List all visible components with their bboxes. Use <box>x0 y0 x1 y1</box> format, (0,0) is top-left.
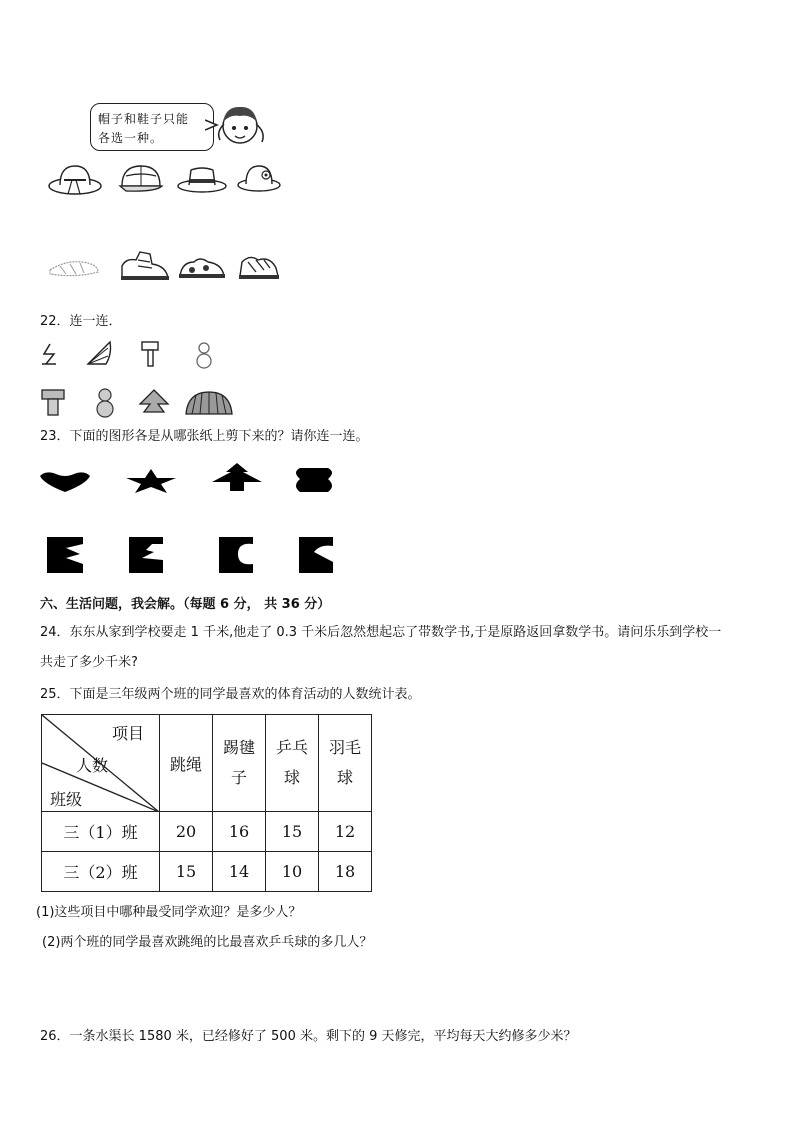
fedora-icon <box>176 162 228 194</box>
table-row <box>42 852 372 892</box>
bubble-line-2: 各选一种。 <box>98 131 164 145</box>
bubble-text <box>98 110 210 148</box>
col-header-3-bottom: 球 <box>283 768 300 787</box>
q22-title: 22．连一连． <box>40 314 122 329</box>
col-header-3-top: 乒乓 <box>275 738 308 757</box>
girl-icon <box>212 96 272 156</box>
flower-hat-icon <box>236 158 282 194</box>
mushroom-block-icon <box>40 388 66 418</box>
heart-icon <box>38 470 92 494</box>
row-label: 三（2）班 <box>42 852 160 892</box>
section-title: 六、生活问题，我会解。（每题 6 分， 共 36 分） <box>40 597 331 612</box>
col-header-2 <box>213 715 266 812</box>
col-header-4 <box>319 715 372 812</box>
col-header-3 <box>266 715 319 812</box>
table-row <box>42 812 372 852</box>
hammer-icon <box>140 340 162 368</box>
table-cell: 10 <box>266 852 319 892</box>
sneaker-icon <box>176 252 228 282</box>
q25-sub-2: (2)两个班的同学最喜欢跳绳的比最喜欢乒乓球的多几人？ <box>42 935 373 950</box>
q25-sub-1: (1)这些项目中哪种最受同学欢迎？是多少人？ <box>36 905 302 920</box>
paper-1 <box>46 536 84 574</box>
table-cell: 18 <box>319 852 372 892</box>
arrow-tree-icon <box>210 462 264 492</box>
bubble-line-1: 帽子和鞋子只能 <box>98 112 190 126</box>
table-cell: 14 <box>213 852 266 892</box>
q24-line-2: 共走了多少千米? <box>40 655 138 670</box>
row-label: 三（1）班 <box>42 812 160 852</box>
cap-icon <box>116 160 166 196</box>
cloud-icon <box>292 466 336 494</box>
sandal-icon <box>46 252 102 282</box>
boot-icon <box>116 248 172 284</box>
star-icon <box>124 468 178 494</box>
snowman-icon <box>94 386 116 418</box>
col-header-4-bottom: 球 <box>336 768 353 787</box>
kids-shoe-icon <box>236 250 282 284</box>
snowman-outline-icon <box>196 340 212 370</box>
header-item: 项目 <box>112 724 145 743</box>
table-cell: 20 <box>160 812 213 852</box>
header-diagonal-cell <box>42 715 160 812</box>
q23-title: 23．下面的图形各是从哪张纸上剪下来的？请你连一连。 <box>40 429 369 444</box>
table-cell: 15 <box>266 812 319 852</box>
table-cell: 16 <box>213 812 266 852</box>
zigzag-icon <box>40 342 62 368</box>
tree-icon <box>138 388 170 416</box>
table-cell: 12 <box>319 812 372 852</box>
paper-3 <box>218 536 254 574</box>
table-cell: 15 <box>160 852 213 892</box>
paper-2 <box>128 536 164 574</box>
col-header-2-top: 踢毽 <box>222 738 255 757</box>
paper-4 <box>298 536 334 574</box>
header-class: 班级 <box>50 790 83 809</box>
sun-hat-icon <box>46 160 104 198</box>
col-header-2-bottom: 子 <box>230 768 247 787</box>
q26-text: 26．一条水渠长 1580 米，已经修好了 500 米。剩下的 9 天修完，平均每天大约修多少米？ <box>40 1029 577 1044</box>
stats-table <box>41 714 372 892</box>
fan-icon <box>86 340 114 366</box>
col-header-4-top: 羽毛 <box>328 738 361 757</box>
umbrella-icon <box>184 390 234 416</box>
col-header-1: 跳绳 <box>160 715 213 812</box>
q24-line-1: 24．东东从家到学校要走 1 千米,他走了 0.3 千米后忽然想起忘了带数学书,于是原路返回拿数学书。请问乐乐到学校一 <box>40 625 722 640</box>
header-count: 人数 <box>76 756 109 775</box>
q25-title: 25．下面是三年级两个班的同学最喜欢的体育活动的人数统计表。 <box>40 687 421 702</box>
